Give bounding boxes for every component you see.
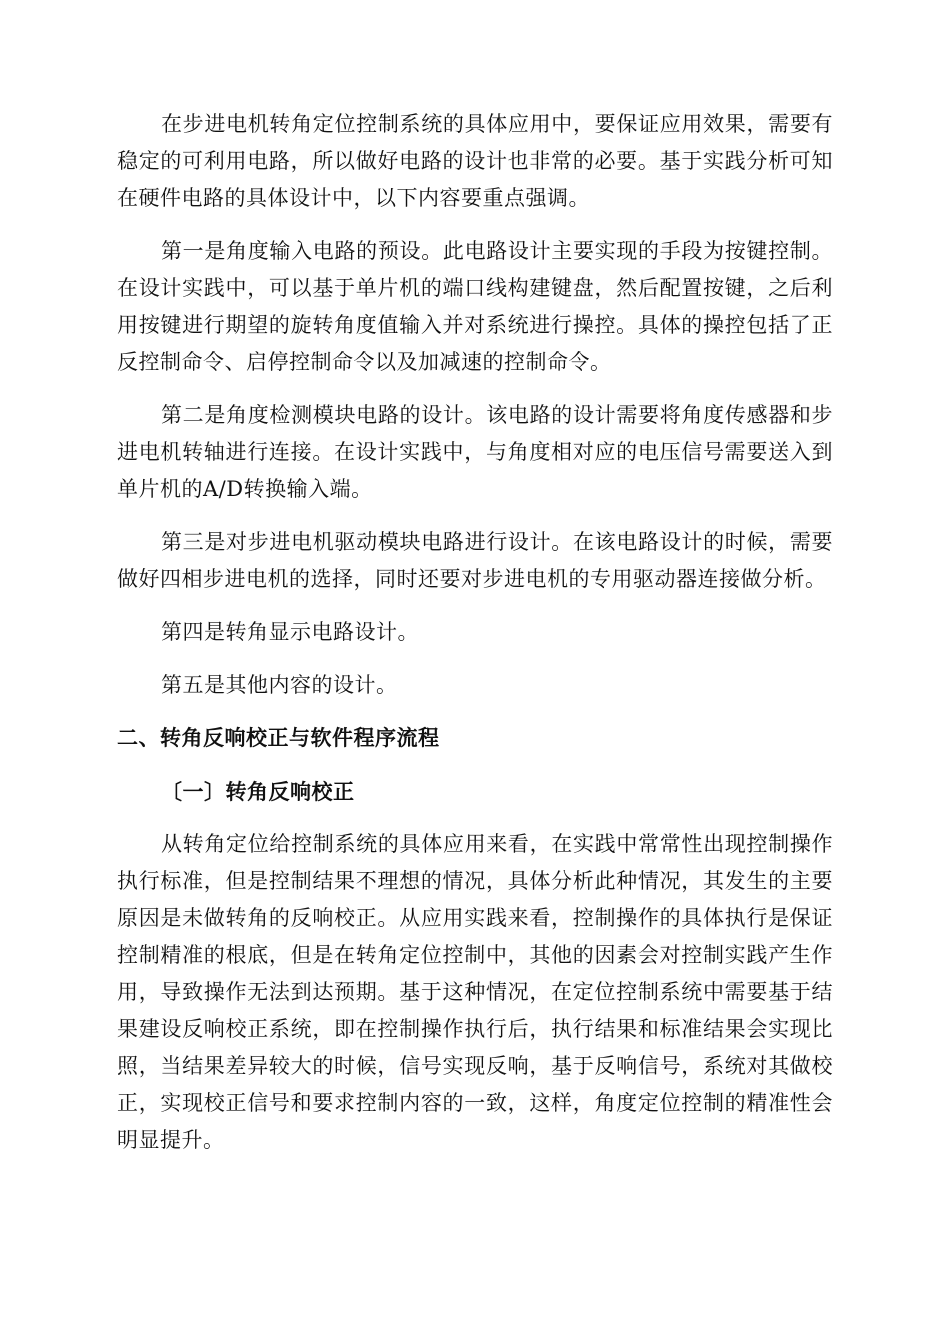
paragraph-angle-detection: 第二是角度检测模块电路的设计。该电路的设计需要将角度传感器和步进电机转轴进行连接。在设计实践中，与角度相对应的电压信号需要送入到单片机的A/D转换输入端。 <box>117 403 833 501</box>
section-heading: 二、转角反响校正与软件程序流程 <box>117 726 440 750</box>
paragraph-motor-drive: 第三是对步进电机驱动模块电路进行设计。在该电路设计的时候，需要做好四相步进电机的选择，同时还要对步进电机的专用驱动器连接做分析。 <box>117 530 833 591</box>
document-page <box>117 106 833 1159</box>
paragraph-gap <box>117 651 833 667</box>
paragraph-gap <box>117 508 833 524</box>
paragraph-gap <box>117 704 833 720</box>
paragraph-feedback-correction: 从转角定位给控制系统的具体应用来看，在实践中常常性出现控制操作执行标准，但是控制结果不理想的情况，具体分析此种情况，其发生的主要原因是未做转角的反响校正。从应用实践来看，控制操作的具体执行是保证控制精准的根底，但是在转角定位控制中，其他的因素会对控制实践产生作用，导致操作无法到达预期。基于这种情况，在定位控制系统中需要基于结果建设反响校正系统，即在控制操作执行后，执行结果和标准结果会实现比照，当结果差异较大的时候，信号实现反响，基于反响信号，系统对其做校正，实现校正信号和要求控制内容的一致，这样，角度定位控制的精准性会明显提升。 <box>117 832 833 1152</box>
subsection-heading: 〔一〕转角反响校正 <box>161 779 355 804</box>
paragraph-gap <box>117 598 833 614</box>
paragraph-gap <box>117 757 833 773</box>
paragraph-other-design: 第五是其他内容的设计。 <box>161 673 398 697</box>
paragraph-circuit-intro: 在步进电机转角定位控制系统的具体应用中，要保证应用效果，需要有稳定的可利用电路，所以做好电路的设计也非常的必要。基于实践分析可知在硬件电路的具体设计中，以下内容要重点强调。 <box>117 112 833 210</box>
paragraph-gap <box>117 810 833 826</box>
paragraph-angle-input: 第一是角度输入电路的预设。此电路设计主要实现的手段为按键控制。在设计实践中，可以基于单片机的端口线构建键盘，然后配置按键，之后利用按键进行期望的旋转角度值输入并对系统进行操控。具体的操控包括了正反控制命令、启停控制命令以及加减速的控制命令。 <box>117 239 833 374</box>
paragraph-gap <box>117 217 833 233</box>
paragraph-display-circuit: 第四是转角显示电路设计。 <box>161 620 419 644</box>
paragraph-gap <box>117 381 833 397</box>
